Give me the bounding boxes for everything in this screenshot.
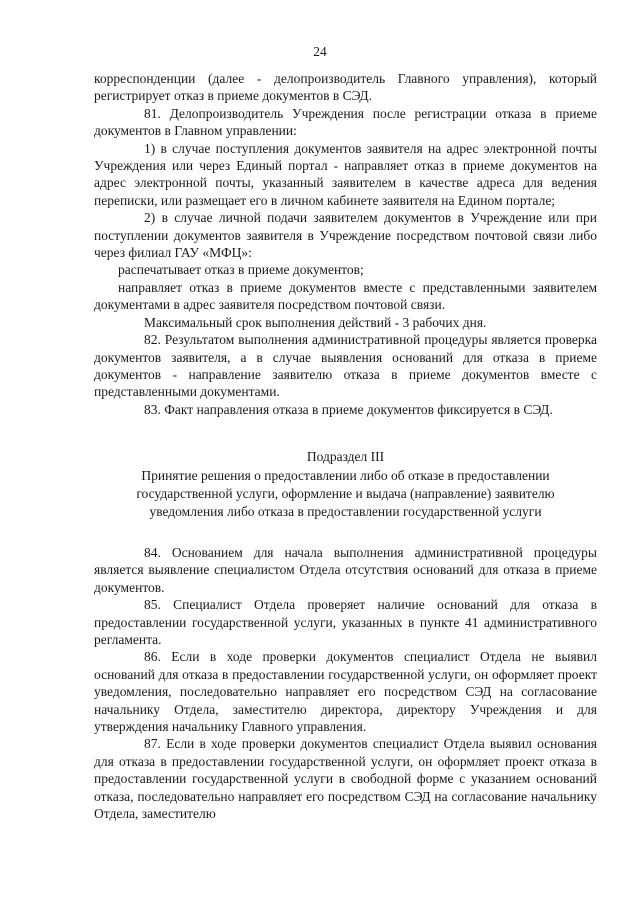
paragraph: корреспонденции (далее - делопроизводитель Главного управления), который регистрирует отказ в приеме документов в СЭД.: [94, 71, 597, 104]
paragraph: направляет отказ в приеме документов вместе с представленными заявителем документами в адрес заявителя посредством почтовой связи.: [94, 279, 597, 313]
section-title-line: государственной услуги, оформление и выдача (направление) заявителю: [136, 486, 555, 501]
paragraph: 83. Факт направления отказа в приеме документов фиксируется в СЭД.: [144, 401, 553, 417]
paragraph: 85. Специалист Отдела проверяет наличие оснований для отказа в предоставлении государственной услуги, указанных в пункте 41 административного регламента.: [94, 597, 597, 648]
paragraph: 86. Если в ходе проверки документов специалист Отдела не выявил оснований для отказа в предоставлении государственной услуги, он оформляет проект уведомления, последовательно направляет его посредством СЭД на согласование начальнику Отдела, заместителю директора, директору Учреждения и для утверждения начальнику Главного управления.: [94, 649, 597, 735]
section-title-line: Принятие решения о предоставлении либо об отказе в предоставлении: [141, 468, 550, 483]
paragraph: Максимальный срок выполнения действий - 3 рабочих дня.: [144, 314, 487, 330]
paragraph: 84. Основанием для начала выполнения административной процедуры является выявление специалистом Отдела отсутствия оснований для отказа в приеме документов.: [94, 545, 597, 595]
paragraph: распечатывает отказ в приеме документов;: [118, 262, 364, 278]
section-subtitle: Подраздел III: [306, 449, 385, 464]
page-number: 24: [313, 44, 327, 59]
paragraph: 81. Делопроизводитель Учреждения после регистрации отказа в приеме документов в Главном управлении:: [94, 105, 597, 139]
bottom-text-block: [94, 544, 597, 823]
paragraph: 87. Если в ходе проверки документов специалист Отдела выявил основания для отказа в предоставлении государственной услуги, он оформляет проект отказа в предоставлении государственной услуги в свободной форме с указанием оснований отказа, последовательно направляет его посредством СЭД на согласование начальнику Отдела, заместителю: [94, 736, 597, 822]
top-text-block: [94, 70, 597, 418]
paragraph: 82. Результатом выполнения административной процедуры является проверка документов заявителя, а в случае выявления оснований для отказа в приеме документов - направление заявителю отказа в приеме документов вместе с представленными документами.: [94, 332, 597, 400]
section-title-line: уведомления либо отказа в предоставлении государственной услуги: [149, 504, 542, 519]
paragraph: 2) в случае личной подачи заявителем документов в Учреждение или при поступлении документов заявителя в Учреждение посредством почтовой связи либо через филиал ГАУ «МФЦ»:: [94, 210, 597, 261]
paragraph: 1) в случае поступления документов заявителя на адрес электронной почты Учреждения или через Единый портал - направляет отказ в приеме документов на адрес электронной почты, указанный заявителем в качестве адреса для ведения переписки, или размещает его в личном кабинете заявителя на Едином портале;: [94, 140, 597, 208]
section-heading: [94, 448, 597, 521]
